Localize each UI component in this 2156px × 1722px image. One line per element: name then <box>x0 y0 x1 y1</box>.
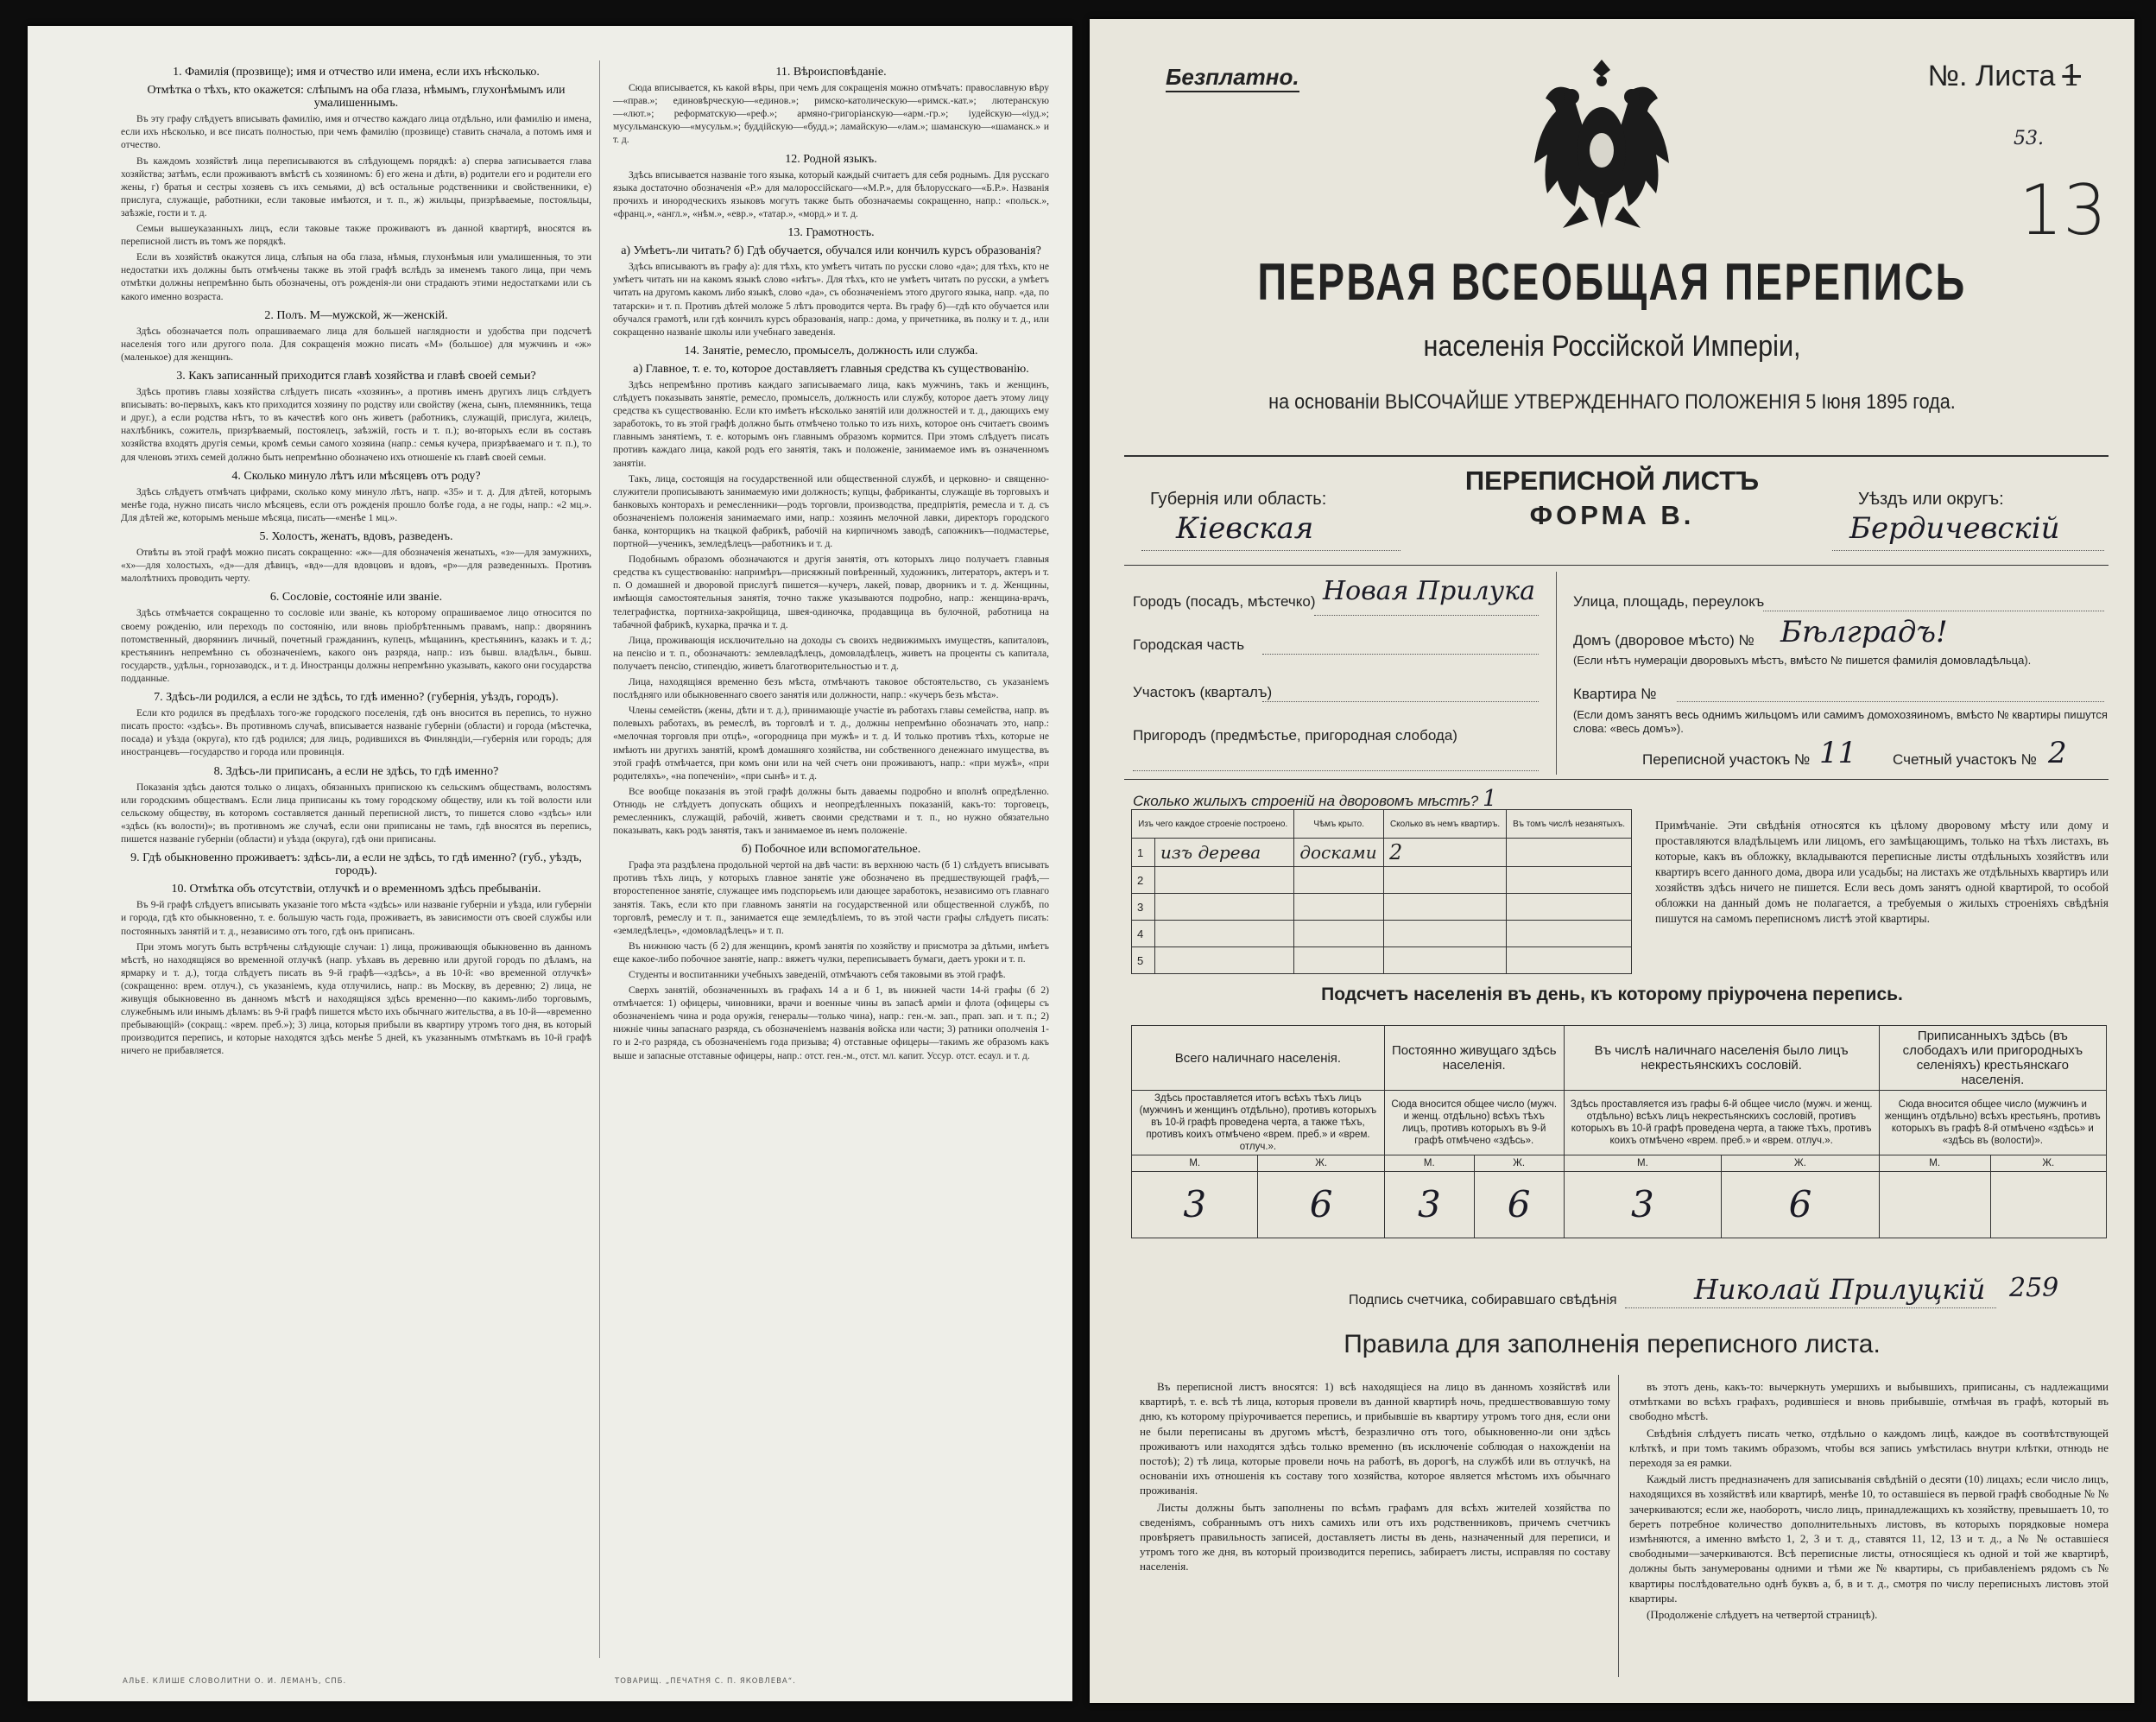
right-page <box>1090 19 2134 1703</box>
buildings-cell-vacant <box>1507 947 1632 974</box>
street-label: Улица, площадь, переулокъ <box>1573 593 1765 610</box>
instruction-paragraph: Здѣсь вписываютъ въ графу а): для тѣхъ, кто умѣетъ читать по русски слово «да»; для тѣхъ, кто не умѣетъ читать ни на какомъ языкѣ слово «нѣтъ». Для тѣхъ, кто не умѣетъ читать по русски, а умѣетъ читать на другомъ какомъ либо языкѣ, слово «да», съ обозначеніемъ этого другого языка, напр. «да, по татарски» и т. п. Противъ дѣтей моложе 5 лѣтъ проводится черта. Въ графу б)—гдѣ кто обучается или обучался грамотѣ, или гдѣ кончилъ курсъ образованія, напр.: дома, у причетника, въ полку и т. д., или сокращенно названіе школы или учебнаго заведенія. <box>613 262 1049 338</box>
section-heading: 6. Сословіе, состояніе или званіе. <box>269 591 443 605</box>
district-line <box>1262 701 1539 702</box>
instruction-paragraph: Студенты и воспитанники учебныхъ заведеній, отмѣчаютъ себя таковыми въ этой графѣ. <box>629 970 1006 980</box>
uezd-line <box>1832 550 2104 551</box>
section-heading: 1. Фамилія (прозвище); имя и отчество или имена, если ихъ нѣсколько. <box>173 66 540 79</box>
population-header-present: Всего наличнаго населенія. <box>1132 1026 1385 1091</box>
sheet-number-label: №. Листа <box>1927 60 2056 92</box>
population-value-cell: 6 <box>1474 1172 1564 1238</box>
handwritten-note-53: 53. <box>2014 128 2044 149</box>
apartment-label: Квартира № <box>1573 686 1657 702</box>
sex-label-cell: Ж. <box>1258 1155 1384 1172</box>
rules-column-1 <box>1140 1379 1610 1576</box>
buildings-cell-roof <box>1294 894 1384 921</box>
buildings-cell-apartments: 2 <box>1384 839 1507 867</box>
rules-divider <box>1618 1375 1619 1677</box>
population-value-cell: 3 <box>1564 1172 1722 1238</box>
buildings-cell-vacant <box>1507 921 1632 947</box>
section-heading: Отмѣтка о тѣхъ, кто окажется: слѣпымъ на оба глаза, нѣмымъ, глухонѣмымъ или умалишеннымъ. <box>147 84 566 111</box>
sheet-number-value: 1 <box>2062 59 2081 93</box>
buildings-cell-roof <box>1294 921 1384 947</box>
signature-number: 259 <box>2009 1273 2059 1303</box>
counter-district-label: Счетный участокъ № <box>1893 751 2037 768</box>
buildings-cell-vacant <box>1507 867 1632 894</box>
buildings-header-roof: Чѣмъ крыто. <box>1294 810 1384 839</box>
instruction-paragraph: Если въ хозяйствѣ окажутся лица, слѣпыя на оба глаза, нѣмыя, глухонѣмыя или умалишенныя, то эти недостатки ихъ должны быть отмѣчены также въ этой графѣ вслѣдъ за именемъ такого лица, при чемъ отмѣтки должны непремѣнно быть обозначены, отъ рожденія-ли они страдаютъ этими недостатками или съ какого именно возраста. <box>121 252 591 302</box>
instruction-paragraph: Показанія здѣсь даются только о лицахъ, обязанныхъ припискою къ сельскимъ обществамъ, волостямъ или городскимъ обществамъ. Если лица приписаны къ тому городскому обществу, или къ той волости или сельскому обществу, въ которомъ составляется данный переписной листъ, то пишется слово «здѣсь» или «здѣсь (къ волости)»; въ противномъ же случаѣ, если они приписаны не тамъ, гдѣ вносятся въ перепись, пишется названіе губерніи (области) и уѣзда (округа), гдѣ они приписаны. <box>121 782 591 845</box>
form-title-line-1: ПЕРЕПИСНОЙ ЛИСТЪ <box>1464 465 1760 496</box>
section-heading: 13. Грамотность. <box>787 226 875 240</box>
section-heading: 3. Какъ записанный приходится главѣ хозяйства и главѣ своей семьи? <box>176 369 536 383</box>
buildings-cell-vacant <box>1507 894 1632 921</box>
instruction-paragraph: Графа эта раздѣлена продольной чертой на двѣ части: въ верхнюю часть (б 1) слѣдуетъ вписывать противъ тѣхъ лицъ, у которыхъ главное занятіе уже обозначено въ предшествующей графѣ,—второстепенное занятіе, служащее имъ подспорьемъ или дающее заработокъ, независимо отъ главнаго занятія. Такъ, если кто при главномъ занятіи на государственной или общественной службѣ, по торговлѣ, ремеслу и т. п., занимается еще земледѣліемъ, то въ этой части графы слѣдуетъ писать: «земледѣлецъ», «домовладѣлецъ» и т. п. <box>613 860 1049 936</box>
instructions-column-2 <box>613 60 1049 1066</box>
population-count-heading: Подсчетъ населенія въ день, къ которому пріурочена перепись. <box>1321 984 1903 1004</box>
sex-label-cell: М. <box>1384 1155 1474 1172</box>
population-desc-row <box>1132 1091 2107 1155</box>
section-heading: 12. Родной языкъ. <box>785 152 877 166</box>
dwellings-question-text: Сколько жилыхъ строеній на дворовомъ мѣстѣ? <box>1133 793 1479 809</box>
buildings-cell-roof: досками <box>1294 839 1384 867</box>
buildings-cell-n: 2 <box>1132 867 1155 894</box>
instruction-paragraph: Отвѣты въ этой графѣ можно писать сокращенно: «ж»—для обозначенія женатыхъ, «з»—для замужнихъ, «х»—для холостыхъ, «д»—для дѣвицъ, «вд»—для вдовцовъ и вдовъ, «р»—для разведенныхъ. Противъ малолѣтнихъ проводить черту. <box>121 548 591 585</box>
population-value-cell: 6 <box>1258 1172 1384 1238</box>
section-heading: 7. Здѣсь-ли родился, а если не здѣсь, то гдѣ именно? (губернія, уѣздъ, городъ). <box>154 691 559 705</box>
buildings-cell-apartments <box>1384 947 1507 974</box>
population-value-cell: 3 <box>1384 1172 1474 1238</box>
double-headed-eagle-icon <box>1520 55 1684 245</box>
buildings-cell-apartments <box>1384 921 1507 947</box>
section-heading: 14. Занятіе, ремесло, промыселъ, должность или служба. <box>684 344 978 358</box>
rule-paragraph: Каждый листъ предназначенъ для записыванія свѣдѣній о десяти (10) лицахъ; если число лицъ, находящихся въ хозяйствѣ или квартирѣ, менѣе 10, то оставшіеся въ первой графѣ свободные № № зачеркиваются; если же, наоборотъ, число лицъ, принадлежащихъ къ хозяйству, превышаетъ 10, то беретъ потребное количество дополнительныхъ листовъ, въ которыхъ порядковые номера измѣняются, а именно вмѣсто 1, 2, 3 и т. д., ставятся 11, 12, 13 и т. д., а № № оставшіеся свободными—зачеркиваются. Всѣ переписные листы, относящіеся къ одной и той же квартирѣ, должны быть занумерованы одними и тѣми же № квартиры, съ прибавленіемъ рядомъ съ № квартиры послѣдовательно однѣ буквъ а, б, в и т. д., смотря по числу переписныхъ листовъ этой квартиры. <box>1629 1472 2109 1605</box>
form-title <box>1418 464 1806 533</box>
suburb-label: Пригородъ (предмѣстье, пригородная слобода) <box>1133 727 1457 744</box>
instruction-paragraph: Семьи вышеуказанныхъ лицъ, если таковые также проживаютъ въ данной квартирѣ, вносятся въ переписной листъ въ томъ же порядкѣ. <box>121 224 591 248</box>
instruction-paragraph: При этомъ могутъ быть встрѣчены слѣдующіе случаи: 1) лица, проживающія обыкновенно въ данномъ мѣстѣ, но находящіяся во временной отлучкѣ (напр. уѣхавъ въ деревню или другой городъ по дѣламъ, на ярмарку и т. д.), тогда слѣдуетъ писать въ 9-й графѣ—«здѣсь», а въ 10-й: «во временной отлучкѣ» (сокращенно: врем. отлуч.), съ указаніемъ, куда отлучились, напр.: въ Москву, въ деревню; 2) лица, не живущія обыкновенно въ данномъ мѣстѣ и находящіяся здѣсь временно—по какимъ-либо торговымъ, служебнымъ или инымъ дѣламъ: въ 9-й графѣ пишется мѣсто ихъ обычнаго жительства, а въ 10-й—«временно пребывающій» (сокращ.: «врем. преб.»); 3) лица, которыя прибыли въ квартиру утромъ того дня, въ который производится перепись, и которые находятся здѣсь менѣе 5 дней, къ указаннымъ отмѣткамъ въ 10-й графѣ ничего не прибавляется. <box>121 941 591 1057</box>
gubernia-label: Губернія или область: <box>1150 490 1327 509</box>
instruction-paragraph: Сюда вписывается, къ какой вѣры, при чемъ для сокращенія можно отмѣчать: православную вѣру—«прав.»; единовѣрческую—«единов.»; римско-католическую—«римск.-кат.»; лютеранскую—«лют.»; реформатскую—«реф.»; армяно-григоріанскую—«арм.-гр.»; іудейскую—«іуд.»; мусульманскую—«мусульм.»; буддійскую—«будд.»; ламайскую—«лам.»; шаманскую—«шаманск.» и т. д. <box>613 83 1049 146</box>
buildings-cell-material <box>1155 921 1294 947</box>
instruction-paragraph: Лица, находящіяся временно безъ мѣста, отмѣчаютъ таковое обстоятельство, съ указаніемъ послѣдняго или обыкновеннаго своего занятія или должности, напр.: «кучеръ безъ мѣста». <box>613 677 1049 701</box>
buildings-cell-n: 3 <box>1132 894 1155 921</box>
buildings-cell-material <box>1155 894 1294 921</box>
instruction-paragraph: Здѣсь обозначается полъ опрашиваемаго лица для большей наглядности и удобства при подсчетѣ населенія того или другого пола. Для сокращенія можно писать «М» (большое) для мужчинъ и «ж» (маленькое) для женщинъ. <box>121 326 591 363</box>
buildings-header-apartments: Сколько въ немъ квартиръ. <box>1384 810 1507 839</box>
city-part-line <box>1262 654 1539 655</box>
buildings-cell-roof <box>1294 867 1384 894</box>
counter-district-value: 2 <box>2048 736 2067 770</box>
instructions-column-1 <box>121 60 591 1060</box>
signature-value: Николай Прилуцкій <box>1694 1273 1986 1306</box>
buildings-cell-material: изъ дерева <box>1155 839 1294 867</box>
buildings-row <box>1132 921 1632 947</box>
city-part-label: Городская часть <box>1133 636 1245 653</box>
instruction-paragraph: Подобнымъ образомъ обозначаются и другія занятія, отъ которыхъ лицо получаетъ главныя средства къ существованію: напримѣръ—присяжный повѣренный, художникъ, литераторъ, актеръ и т. п. О домашней и дворовой прислугѣ пишется—кучеръ, лакей, повар, дворникъ и т. д. Женщины, имѣющія самостоятельныя занятія, точно также указываются подробно, напр.: женщина-врачъ, телеграфистка, портниха-закройщица, швея-одиночка, продавщица въ булочной, работница на табачной фабрикѣ, кухарка, прачка и т. д. <box>613 554 1049 630</box>
instruction-paragraph: Сверхъ занятій, обозначенныхъ въ графахъ 14 а и б 1, въ нижней части 14-й графы (б 2) отмѣчается: 1) офицеры, чиновники, врачи и военные чины въ запасѣ армiи и флота (офицеры съ обозначеніемъ чина и рода оружія, генералы—только чина), напр.: ген.-м. зап., прап. зап. и т. п.; 2) нижніе чины запаснаго разряда, съ обозначеніемъ названія войска или части; 3) ратники ополченія 1-го и 2-го разряда, съ обозначеніемъ года призыва; 4) отставные офицеры—такимъ же образомъ какъ выше и запасные отставные офицеры, напр.: отст. ген.-м., отст. мл. капит. Уссур. отст. есаул. и т. д. <box>613 985 1049 1061</box>
rules-title: Правила для заполненія переписного листа. <box>1344 1330 1881 1358</box>
section-heading: 8. Здѣсь-ли приписанъ, а если не здѣсь, то гдѣ именно? <box>213 764 499 778</box>
apartment-note: (Если домъ занятъ весь однимъ жильцомъ или самимъ домохозяиномъ, вмѣсто № квартиры пишутся слова: «весь домъ»). <box>1573 708 2108 735</box>
buildings-row <box>1132 839 1632 867</box>
population-value-cell: 3 <box>1132 1172 1258 1238</box>
rules-column-2 <box>1629 1379 2109 1624</box>
imprint-right: ТОВАРИЩ. „ПЕЧАТНЯ С. П. ЯКОВЛЕВА“. <box>615 1677 796 1686</box>
suburb-line <box>1133 770 1539 771</box>
instruction-paragraph: Члены семействъ (жены, дѣти и т. д.), принимающіе участіе въ работахъ главы семейства, напр. въ полевыхъ работахъ, въ ремеслѣ, въ торговлѣ и т. д., должны непремѣнно обозначать это, напр.: «мелочная торговля при отцѣ», «огородница при мужѣ» и т. д. И только противъ тѣхъ, которые не имѣютъ ни другихъ занятій, кромѣ домашняго хозяйства, ни собственного денежнаго имущества, въ этой графѣ отмѣчается, при комъ они или на чей счетъ они проживаютъ, напр.: «при мужѣ», «при родителяхъ», «на попеченіи», «при сынѣ» и т. д. <box>613 706 1049 782</box>
buildings-cell-apartments <box>1384 867 1507 894</box>
handwritten-number-13: 13 <box>2019 170 2107 250</box>
buildings-note: Примѣчаніе. Эти свѣдѣнія относятся къ цѣлому дворовому мѣсту или дому и проставляются владѣльцемъ или лицомъ, его замѣщающимъ, только на тѣхъ листахъ, въ которые, какъ въ обложку, вкладываются переписные листы отдѣльныхъ хозяйствъ или квартиръ всего данного дома, двора или усадьбы; на листахъ же отдѣльныхъ квартиръ или хозяйствъ здѣсь ничего не пишется. Если весь домъ занятъ одной квартирой, то особой обложки на данный домъ не полагается, а требуемыя о жилыхъ строеніяхъ свѣдѣнія пишутся на самомъ переписномъ листѣ этой квартиры. <box>1655 819 2109 925</box>
form-title-line-2: ФОРМА В. <box>1529 500 1695 530</box>
population-value-cell <box>1879 1172 1990 1238</box>
house-note: (Если нѣтъ нумераціи дворовыхъ мѣстъ, вмѣсто № пишется фамилія домовладѣльца). <box>1573 654 2032 667</box>
population-header-row <box>1132 1026 2107 1091</box>
instruction-paragraph: Въ нижнюю часть (б 2) для женщинъ, кромѣ занятія по хозяйству и присмотра за дѣтьми, имѣетъ еще какое-либо побочное занятіе, напр.: вяжетъ чулки, переписываетъ бумаги, даетъ уроки и т. п. <box>613 940 1049 965</box>
divider-rule-2 <box>1124 565 2109 566</box>
instruction-paragraph: Здѣсь непремѣнно противъ каждаго записываемаго лица, какъ мужчинъ, такъ и женщинъ, слѣдуетъ показывать занятіе, ремесло, промыселъ, должность или службу, которое даетъ этому лицу средства къ существованію. Если кто имѣетъ нѣсколько занятій или должностей и т. д., дающихъ ему заработокъ, то въ этой графѣ должно быть отмѣчено только то изъ нихъ, которое онъ считаетъ своимъ главнымъ занятіемъ, т. е. которымъ онъ главнымъ образомъ кормится. При этомъ слѣдуетъ писать противъ каждаго лица, какой родъ его занятія, такъ и положеніе, занимаемое имъ въ означенномъ занятіи. <box>613 379 1049 469</box>
instruction-paragraph: Въ каждомъ хозяйствѣ лица переписываются въ слѣдующемъ порядкѣ: а) сперва записывается глава хозяйства; затѣмъ, если проживаютъ вмѣстѣ съ хозяиномъ: б) его жена и дѣти, в) родители его и родители его жены, г) братья и сестры хозяевъ съ ихъ семьями, д) всѣ остальные родственники и свойственники, е) прислуга, служащіе, работники, если таковые имѣются, и т. п., ж) жильцы, призрѣваемые, постояльцы, заѣзжіе, гости и т. д. <box>121 155 591 218</box>
instruction-paragraph: Въ эту графу слѣдуетъ вписывать фамилію, имя и отчество каждаго лица отдѣльно, или фамилію и имена, если ихъ нѣсколько, и все писать полностью, при чемъ фамилію (прозвище) ставить сначала, а потомъ имя и отчество. <box>121 114 591 151</box>
section-heading: 5. Холостъ, женатъ, вдовъ, разведенъ. <box>259 530 453 543</box>
buildings-cell-n: 4 <box>1132 921 1155 947</box>
signature-line <box>1625 1307 1996 1308</box>
buildings-header-material: Изъ чего каждое строеніе построено. <box>1132 810 1294 839</box>
district-label: Участокъ (кварталъ) <box>1133 684 1273 700</box>
divider-rule-3 <box>1124 779 2109 780</box>
sex-label-cell: М. <box>1879 1155 1990 1172</box>
apartment-line <box>1677 701 2104 702</box>
buildings-cell-n: 1 <box>1132 839 1155 867</box>
rule-paragraph: (Продолженіе слѣдуетъ на четвертой страницѣ). <box>1647 1608 1878 1622</box>
buildings-cell-n: 5 <box>1132 947 1155 974</box>
buildings-cell-vacant <box>1507 839 1632 867</box>
divider-rule <box>1124 455 2109 457</box>
sheet-number <box>1928 59 2081 93</box>
buildings-row <box>1132 947 1632 974</box>
instruction-paragraph: Если кто родился въ предѣлахъ того-же городского поселенія, гдѣ онъ вносится въ перепись, то нужно писать просто: «здѣсь». Въ противномъ случаѣ, вписывается названіе губерніи (области) и города (мѣстечка, посада) и уѣзда (округа), кто гдѣ родился; для лицъ, родившихся въ Финляндіи,—губернія или городъ; для иностранцевъ—государство и города или провинція. <box>121 708 591 758</box>
buildings-cell-material <box>1155 947 1294 974</box>
buildings-cell-apartments <box>1384 894 1507 921</box>
city-line <box>1314 615 1539 616</box>
population-header-non-peasant: Въ числѣ наличнаго населенія было лицъ некрестьянскихъ сословій. <box>1564 1026 1879 1091</box>
column-divider <box>599 60 600 1658</box>
buildings-row <box>1132 867 1632 894</box>
city-value: Новая Прилука <box>1323 576 1535 606</box>
census-title: ПЕРВАЯ ВСЕОБЩАЯ ПЕРЕПИСЬ <box>1257 253 1967 311</box>
population-value-cell <box>1990 1172 2106 1238</box>
instruction-paragraph: Здѣсь вписывается названіе того языка, который каждый считаетъ для себя роднымъ. Для русскаго языка достаточно обозначенія «Р.» для малороссійскаго—«М.Р.», для бѣлорусскаго—«Б.Р.». Названія прочихъ и инородческихъ языковъ могутъ также быть обозначаемы сокращенно, напр.: «польск.», «франц.», «англ.», «нѣм.», «евр.», «татар.», «морд.» и т. д. <box>613 169 1049 219</box>
section-heading: а) Главное, т. е. то, которое доставляетъ главныя средства къ существованію. <box>633 362 1029 376</box>
section-heading: а) Умѣетъ-ли читать? б) Гдѣ обучается, обучался или кончилъ курсъ образованія? <box>621 244 1041 258</box>
section-heading: 4. Сколько минуло лѣтъ или мѣсяцевъ отъ роду? <box>231 469 481 483</box>
sex-label-cell: Ж. <box>1722 1155 1880 1172</box>
census-district-value: 11 <box>1819 736 1857 770</box>
instruction-paragraph: Все вообще показанія въ этой графѣ должны быть даваемы подробно и вполнѣ опредѣленно. Отнюдь не слѣдуетъ допускать общихъ и неопредѣленныхъ показаній, какъ-то: торговецъ, ремесленникъ, служащій, рабочій, живетъ своими средствами и т. п., но нужно обязательно показывать, какъ родъ занятія, такъ и занимаемое въ немъ положеніе. <box>613 786 1049 837</box>
uezd-value: Бердичевскій <box>1849 511 2060 546</box>
population-header-permanent: Постоянно живущаго здѣсь населенія. <box>1384 1026 1564 1091</box>
instruction-paragraph: Въ 9-й графѣ слѣдуетъ вписывать указаніе того мѣста «здѣсь» или названіе губерніи и уѣзда, или губерніи и города, гдѣ кто обыкновенно, т. е. большую часть года, проживаетъ, въ зависимости отъ своей службы или постоянныхъ занятій и т. д., независимо отъ того, гдѣ онъ приписанъ. <box>121 900 591 937</box>
address-divider <box>1556 572 1557 775</box>
sex-label-cell: М. <box>1132 1155 1258 1172</box>
buildings-row <box>1132 894 1632 921</box>
imprint-left: АЛЬЕ. КЛИШЕ СЛОВОЛИТНИ О. И. ЛЕМАНЪ, СПБ. <box>123 1677 347 1686</box>
gubernia-value: Кіевская <box>1176 511 1314 546</box>
section-heading: б) Побочное или вспомогательное. <box>741 843 921 857</box>
section-heading: 2. Полъ. М—мужской, ж—женскій. <box>264 308 448 322</box>
uezd-label: Уѣздъ или округъ: <box>1858 490 2004 509</box>
instruction-paragraph: Лица, проживающія исключительно на доходы съ своихъ недвижимыхъ имуществъ, капиталовъ, на пенсію и т. п., обозначаютъ: землевладѣлецъ, домовладѣлецъ, живетъ на проценты съ капитала, получаетъ пенсію, стипендію, живетъ благотворительностью и т. д. <box>613 635 1049 672</box>
census-basis: на основаніи ВЫСОЧАЙШЕ УТВЕРЖДЕННАГО ПОЛОЖЕНІЯ 5 Іюня 1895 года. <box>1268 390 1956 414</box>
population-desc-peasant: Сюда вносится общее число (мужчинъ и женщинъ отдѣльно) всѣхъ крестьянъ, противъ которыхъ въ графѣ 8-й отмѣчено «здѣсь» и «здѣсь въ (волости)». <box>1879 1091 2106 1155</box>
signature-label: Подпись счетчика, собиравшаго свѣдѣнія <box>1349 1293 1617 1307</box>
instruction-paragraph: Здѣсь слѣдуетъ отмѣчать цифрами, сколько кому минуло лѣтъ, напр. «35» и т. д. Для дѣтей, которымъ менѣе года, нужно писать число мѣсяцевъ, если отъ рожденія прошло болѣе года, а не годы, напр.: «2 мц.». Для дѣтей же, которымъ меньше мѣсяца, писать—«менѣе 1 мц.». <box>121 486 591 523</box>
population-value-row <box>1132 1172 2107 1238</box>
rule-paragraph: въ этотъ день, какъ-то: вычеркнуть умершихъ и выбывшихъ, приписаны, съ надлежащими отмѣтками во всѣхъ графахъ, родившіеся и вновь прибывшіе, отмѣчая въ графѣ, который въ свободно мѣстѣ. <box>1629 1380 2109 1423</box>
free-label: Безплатно. <box>1166 64 1299 92</box>
instruction-paragraph: Здѣсь отмѣчается сокращенно то сословіе или званіе, къ которому опрашиваемое лицо относится по своему рожденію, или переходъ по состоянію, или вновь пріобрѣтеннымъ правамъ, напр.: дворянинъ потомственный, дворянинъ личный, почетный гражданинъ, купецъ, мѣщанинъ, крестьянинъ, казакъ и т. д.; крестьянинъ непремѣнно съ обозначеніемъ, какого онъ разряда, напр.: изъ бывш. владѣльч., бывш. государств., удѣльн., горнозаводск., и т. д. Иностранцы должны непремѣнно указывать, какого они государства подданные. <box>121 608 591 684</box>
population-table <box>1131 1025 2107 1238</box>
buildings-header-vacant: Въ томъ числѣ незанятыхъ. <box>1507 810 1632 839</box>
buildings-header-row <box>1132 810 1632 839</box>
section-heading: 10. Отмѣтка объ отсутствіи, отлучкѣ и о временномъ здѣсь пребываніи. <box>171 883 541 896</box>
sex-label-cell: Ж. <box>1990 1155 2106 1172</box>
rule-paragraph: Въ переписной листъ вносятся: 1) всѣ находящіеся на лицо въ данномъ хозяйствѣ или квартирѣ, т. е. всѣ тѣ лица, которыя провели въ данной квартирѣ ночь, предшествовавшую тому дню, къ которому пріурочивается перепись, и прибывшіе въ квартиру утромъ того дня, если они не были переписаны въ другомъ мѣстѣ, безразлично отъ того, обыкновенно-ли они здѣсь проживаютъ или находятся здѣсь только временно (въ исключеніе соблюдая о нахожденіи на постоѣ); 2) тѣ лица, которые провели ночь на работѣ, въ дорогѣ, на службѣ или въ отлучкѣ, на основаніи ихъ отношенія къ составу того хозяйства, которое является мѣстомъ ихъ обычнаго проживанія. <box>1140 1380 1610 1497</box>
population-desc-present: Здѣсь проставляется итогъ всѣхъ тѣхъ лицъ (мужчинъ и женщинъ отдѣльно), противъ которыхъ въ 10-й графѣ проведена черта, а также тѣхъ, противъ коихъ отмѣчено «врем. преб.» и «врем. отлуч.». <box>1132 1091 1385 1155</box>
dwellings-question <box>1133 786 1497 812</box>
section-heading: 11. Вѣроисповѣданіе. <box>775 66 887 79</box>
population-header-peasant: Приписанныхъ здѣсь (въ слободахъ или пригородныхъ селеніяхъ) крестьянскаго населенія. <box>1879 1026 2106 1091</box>
house-value: Бѣлградъ! <box>1780 615 1948 649</box>
population-sex-row <box>1132 1155 2107 1172</box>
buildings-cell-roof <box>1294 947 1384 974</box>
section-heading: 9. Гдѣ обыкновенно проживаетъ: здѣсь-ли, а если не здѣсь, то гдѣ именно? (губ., уѣздъ, городъ). <box>130 852 582 878</box>
buildings-body <box>1132 839 1632 974</box>
instruction-paragraph: Здѣсь противъ главы хозяйства слѣдуетъ писать «хозяинъ», а противъ именъ другихъ лицъ слѣдуетъ вписывать: во-первыхъ, какъ кто приходится хозяину по родству или свойству (жена, сынъ, племянникъ, теща и друг.), а если родства нѣтъ, то въ качествѣ кого онъ живетъ (работникъ, служащій, прислуга, жилецъ, нахлѣбникъ, сожитель, призрѣваемый, постоялецъ, заѣзжій, гость и т. п.); во-вторыхъ если въ составъ хозяйства входятъ другія семьи, кромѣ семьи самого хозяина (напр.: семья кучера, призрѣваемаго и т. п.), то для членовъ этихъ семей должно быть непремѣнно обозначено ихъ отношеніе къ главѣ своей семьи. <box>121 387 591 463</box>
gubernia-line <box>1141 550 1400 551</box>
population-value-cell: 6 <box>1722 1172 1880 1238</box>
buildings-cell-material <box>1155 867 1294 894</box>
buildings-table <box>1131 809 1632 974</box>
population-desc-permanent: Сюда вносится общее число (мужч. и женщ. отдѣльно) всѣхъ тѣхъ лицъ, противъ которыхъ въ 9-й графѣ отмѣчено «здѣсь». <box>1384 1091 1564 1155</box>
rule-paragraph: Свѣдѣнія слѣдуетъ писать четко, отдѣльно о каждомъ лицѣ, каждое въ соотвѣтствующей клѣткѣ, и при томъ такимъ образомъ, чтобы вся запись умѣстилась внутри клѣтки, отнюдь не переходя за ея рамки. <box>1629 1426 2109 1470</box>
instruction-paragraph: Такъ, лица, состоящія на государственной или общественной службѣ, и церковно- и священно-служители прописываютъ занимаемую ими должность; купцы, фабриканты, служащіе въ торговыхъ и банковыхъ конторахъ и ремесленники—родъ торговли, производства, предпріятія, ремесла и т. д. съ обозначеніемъ положенія занимаемаго ими, напр.: хозяинъ мелочной лавки, директоръ городского банка, конторщикъ на ткацкой фабрикѣ, рабочій на кирпичномъ заводѣ, сапожникъ—подмастерье, портной—ученикъ, земледѣлецъ—работникъ и т. д. <box>613 473 1049 550</box>
left-page <box>28 26 1072 1701</box>
city-label: Городъ (посадъ, мѣстечко) <box>1133 593 1316 610</box>
sex-label-cell: Ж. <box>1474 1155 1564 1172</box>
population-desc-non-peasant: Здѣсь проставляется изъ графы 6-й общее число (мужч. и женщ. отдѣльно) всѣхъ лицъ некрестьянскихъ сословій, противъ которыхъ въ 10-й графѣ проведена черта, а также тѣхъ, противъ коихъ отмѣчено «врем. преб.» и «врем. отлуч.». <box>1564 1091 1879 1155</box>
census-district-label: Переписной участокъ № <box>1642 751 1811 768</box>
dwellings-value: 1 <box>1482 786 1497 812</box>
house-label: Домъ (дворовое мѣсто) № <box>1573 632 1755 649</box>
census-subtitle: населенія Россійской Имперіи, <box>1423 330 1801 363</box>
sex-label-cell: М. <box>1564 1155 1722 1172</box>
rule-paragraph: Листы должны быть заполнены по всѣмъ графамъ для всѣхъ жителей хозяйства по сведеніямъ, собраннымъ отъ нихъ самихъ или отъ ихъ родственниковъ, причемъ счетчикъ провѣряетъ правильность записей, доставляетъ листы въ день, назначенный для переписи, и утромъ того же дня, въ который производится перепись, забираетъ листы, исправляя по составу населенія. <box>1140 1500 1610 1573</box>
